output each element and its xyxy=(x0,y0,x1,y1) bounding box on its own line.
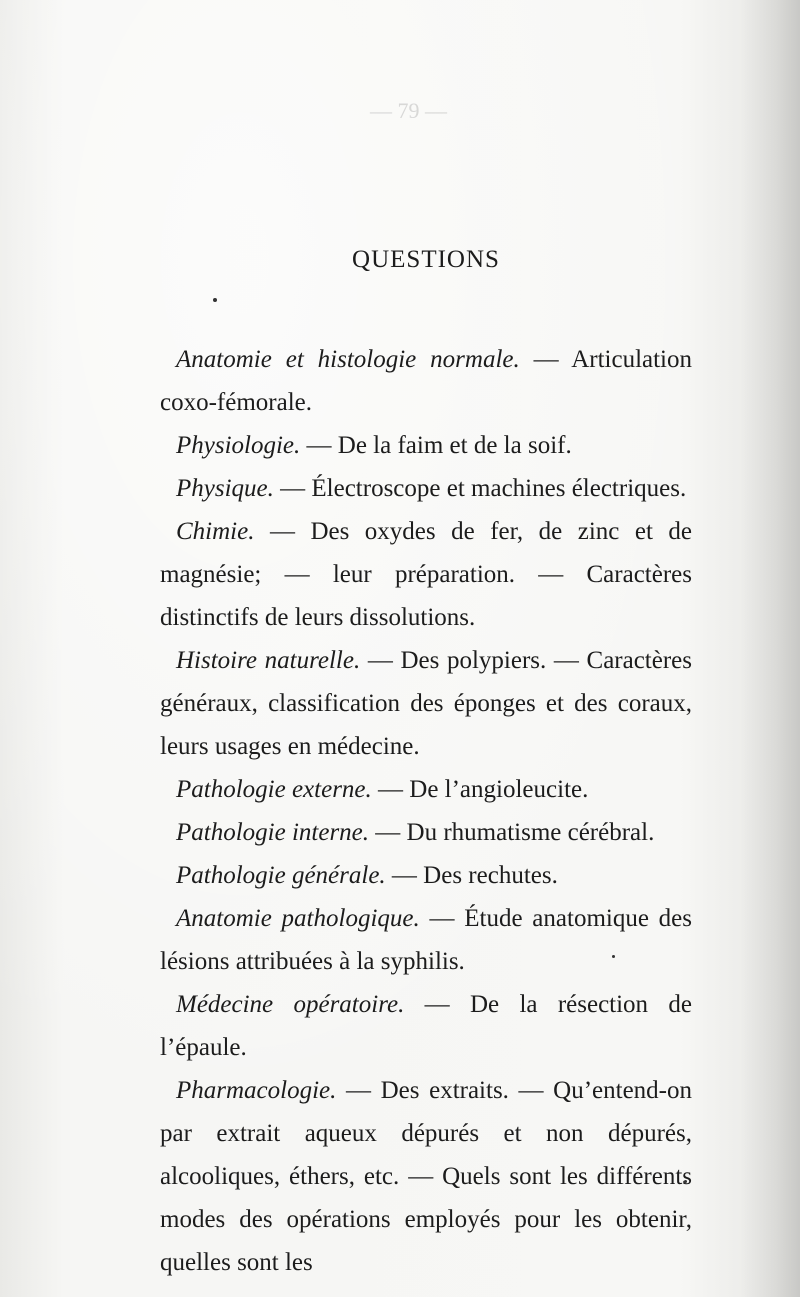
question-text: — De la résection de l’épaule. xyxy=(160,991,692,1061)
question-subject: Pathologie externe. xyxy=(176,776,372,803)
question-paragraph xyxy=(160,338,692,424)
question-text: — Des rechutes. xyxy=(385,862,558,889)
bleed-through-page-number: — 79 — xyxy=(370,98,447,123)
question-paragraph xyxy=(160,424,692,467)
question-text: — Des oxydes de fer, de zinc et de magnésie; — leur préparation. — Caractères distinctifs de leurs dissolutions. xyxy=(160,518,692,631)
question-text: — Étude anatomique des lésions attribuées à la syphilis. xyxy=(160,905,693,975)
page-edge-shadow xyxy=(740,0,800,1297)
page-text xyxy=(160,236,692,1284)
question-subject: Pathologie interne. xyxy=(176,819,370,846)
question-text: — De la faim et de la soif. xyxy=(300,432,572,459)
question-paragraph xyxy=(160,897,692,983)
question-text: — Des polypiers. — Caractères généraux, classification des éponges et des coraux, leurs usages en médecine. xyxy=(160,647,692,760)
question-paragraph xyxy=(160,811,692,854)
question-subject: Anatomie et histologie normale. xyxy=(176,346,520,373)
question-paragraph xyxy=(160,768,692,811)
question-subject: Physiologie. xyxy=(176,432,301,459)
question-paragraph xyxy=(160,1069,692,1284)
question-paragraph xyxy=(160,639,692,768)
question-paragraph xyxy=(160,854,692,897)
question-text: — Articulation coxo-fémorale. xyxy=(160,346,692,416)
question-text: — Du rhumatisme cérébral. xyxy=(369,819,655,846)
question-subject: Pharmacologie. xyxy=(176,1077,337,1104)
question-text: — De l’angioleucite. xyxy=(371,776,589,803)
page-heading: QUESTIONS xyxy=(352,246,500,273)
question-paragraph xyxy=(160,983,692,1069)
question-subject: Pathologie générale. xyxy=(176,862,386,889)
question-subject: Histoire naturelle. xyxy=(176,647,361,674)
question-subject: Médecine opératoire. xyxy=(176,991,405,1018)
question-text: — Électroscope et machines électriques. xyxy=(273,475,687,502)
question-paragraph xyxy=(160,510,692,639)
question-text: — Des extraits. — Qu’entend-on par extrait aqueux dépurés et non dépurés, alcooliques, éthers, etc. — Quels sont les différents modes des opérations employés pour les obtenir, quelles sont les xyxy=(160,1077,692,1276)
question-paragraph xyxy=(160,467,692,510)
question-subject: Physique. xyxy=(176,475,274,502)
question-subject: Anatomie pathologique. xyxy=(176,905,420,932)
question-subject: Chimie. xyxy=(176,518,255,545)
